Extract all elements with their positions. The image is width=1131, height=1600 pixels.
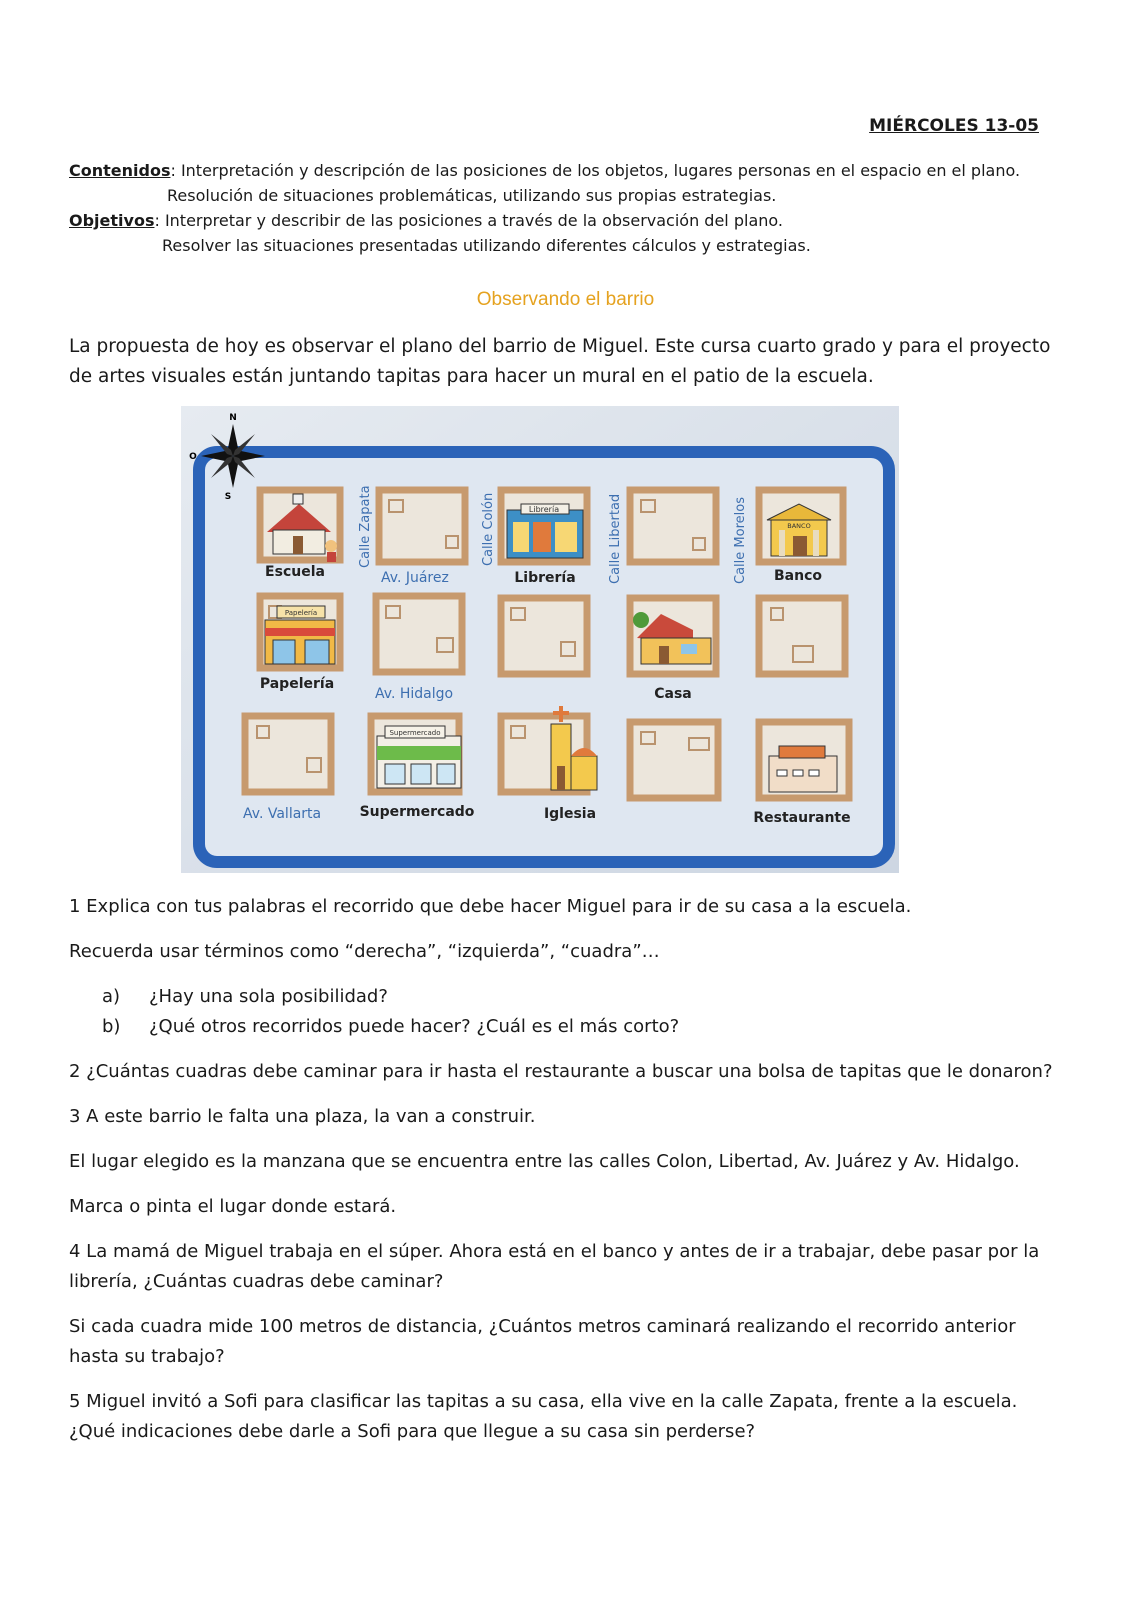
objectives-block <box>69 158 1039 258</box>
street-label: Calle Libertad <box>608 493 623 584</box>
intro-paragraph: La propuesta de hoy es observar el plano del barrio de Miguel. Este cursa cuarto grado y para el proyecto de artes visuales están juntando tapitas para hacer un mural en el patio de la escuela. <box>69 336 1051 387</box>
list-text: ¿Qué otros recorridos puede hacer? ¿Cuál es el más corto? <box>149 1016 680 1037</box>
list-marker: a) <box>102 986 121 1007</box>
question-1: 1 Explica con tus palabras el recorrido que debe hacer Miguel para ir de su casa a la escuela. <box>69 896 912 917</box>
bookstore-sign: Librería <box>528 505 560 514</box>
compass-n: N <box>229 413 237 423</box>
question-1-hint: Recuerda usar términos como “derecha”, “izquierda”, “cuadra”… <box>69 941 660 962</box>
questions-section <box>69 892 1064 1462</box>
place-label-libreria: Librería <box>514 570 576 586</box>
question-4-followup: Si cada cuadra mide 100 metros de distancia, ¿Cuántos metros caminará realizando el recorrido anterior hasta su trabajo? <box>69 1316 1016 1367</box>
avenue-label: Av. Vallarta <box>243 806 322 822</box>
place-label-supermercado: Supermercado <box>359 804 475 820</box>
date-heading: MIÉRCOLES 13-05 <box>869 116 1039 136</box>
street-label: Calle Colón <box>481 492 496 566</box>
street-label: Calle Morelos <box>733 497 748 584</box>
compass-s: S <box>224 492 232 502</box>
lot <box>501 598 587 674</box>
contents-line <box>69 158 1039 183</box>
supermarket-sign: Supermercado <box>389 729 441 737</box>
avenue-label: Av. Juárez <box>381 570 449 586</box>
list-marker: b) <box>102 1016 121 1037</box>
contents-line-2: Resolución de situaciones problemáticas, utilizando sus propias estrategias. <box>167 186 777 205</box>
question-4: 4 La mamá de Miguel trabaja en el súper. Ahora está en el banco y antes de ir a trabajar, debe pasar por la librería, ¿Cuántas cuadras debe caminar? <box>69 1241 1040 1292</box>
place-label-banco: Banco <box>773 568 823 584</box>
objectives-label: Objetivos <box>69 211 155 230</box>
question-1-subitems <box>69 982 1064 1042</box>
lot <box>376 596 462 672</box>
objectives-line-2: Resolver las situaciones presentadas utilizando diferentes cálculos y estrategias. <box>162 236 811 255</box>
list-text: ¿Hay una sola posibilidad? <box>149 986 388 1007</box>
question-3-place: El lugar elegido es la manzana que se encuentra entre las calles Colon, Libertad, Av. Juárez y Av. Hidalgo. <box>69 1151 1020 1172</box>
question-2: 2 ¿Cuántas cuadras debe caminar para ir hasta el restaurante a buscar una bolsa de tapitas que le donaron? <box>69 1061 1053 1082</box>
place-label-restaurante: Restaurante <box>753 810 851 826</box>
place-label-papeleria: Papelería <box>259 676 335 692</box>
contents-label: Contenidos <box>69 161 171 180</box>
list-item <box>69 1012 1064 1042</box>
bank-sign: BANCO <box>787 522 811 530</box>
neighborhood-map <box>181 406 899 873</box>
stationery-sign: Papelería <box>284 609 318 617</box>
list-item <box>69 982 1064 1012</box>
place-label-iglesia: Iglesia <box>543 806 597 822</box>
objectives-line <box>69 208 1039 233</box>
lot <box>630 722 718 798</box>
street-label: Calle Zapata <box>358 485 373 568</box>
question-5: 5 Miguel invitó a Sofi para clasificar las tapitas a su casa, ella vive en la calle Zapata, frente a la escuela. ¿Qué indicaciones debe darle a Sofi para que llegue a su casa sin perderse? <box>69 1391 1018 1442</box>
place-label-casa: Casa <box>654 686 692 702</box>
avenue-label: Av. Hidalgo <box>375 686 454 702</box>
question-3-task: Marca o pinta el lugar donde estará. <box>69 1196 397 1217</box>
place-label-escuela: Escuela <box>265 564 325 580</box>
section-title: Observando el barrio <box>476 289 655 310</box>
contents-text: : Interpretación y descripción de las posiciones de los objetos, lugares personas en el espacio en el plano. <box>170 161 1021 180</box>
objectives-text: : Interpretar y describir de las posiciones a través de la observación del plano. <box>154 211 783 230</box>
compass-o: O <box>189 452 197 462</box>
question-3: 3 A este barrio le falta una plaza, la van a construir. <box>69 1106 536 1127</box>
